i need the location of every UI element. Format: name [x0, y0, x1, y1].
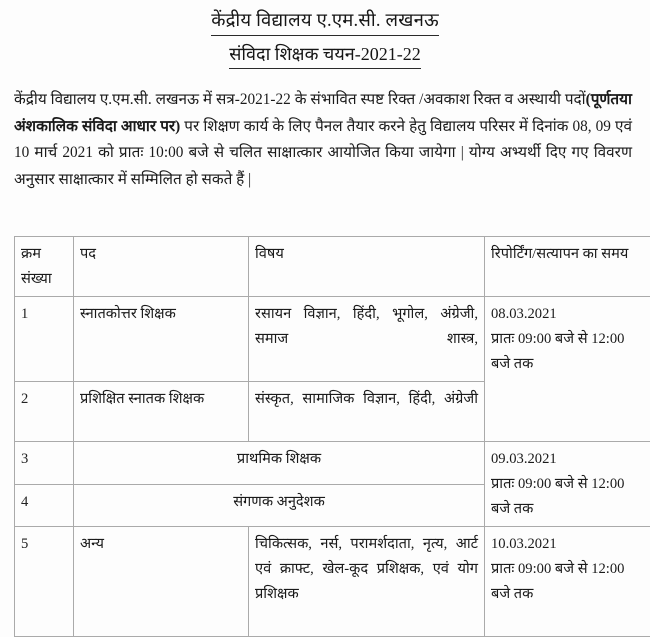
time-line-two: बजे तक [491, 582, 650, 607]
time-line-two: बजे तक [491, 497, 650, 522]
table-row [15, 527, 650, 637]
cell-sno: 5 [15, 527, 74, 637]
time-date: 08.03.2021 [491, 302, 650, 327]
cell-sno: 2 [15, 382, 74, 442]
cell-subject: संस्कृत, सामाजिक विज्ञान, हिंदी, अंग्रेजी [249, 382, 485, 442]
header-cell-post: पद [74, 237, 249, 297]
time-line-one: प्रातः 09:00 बजे से 12:00 [491, 472, 650, 497]
header-cell-subject: विषय [249, 237, 485, 297]
paragraph-bold-clause: (पूर्णतया अंशकालिक संविदा आधार पर) [14, 91, 632, 135]
table-row [15, 442, 650, 485]
cell-time-group [485, 442, 650, 527]
document-title: केंद्रीय विद्यालय ए.एम.सी. लखनऊ [211, 8, 439, 36]
table-header-row [15, 237, 650, 297]
header-cell-time: रिपोर्टिंग/सत्यापन का समय [485, 237, 650, 297]
schedule-table-wrapper [14, 236, 625, 637]
cell-sno: 4 [15, 484, 74, 527]
time-line-one: प्रातः 09:00 बजे से 12:00 [491, 327, 650, 352]
time-line-one: प्रातः 09:00 बजे से 12:00 [491, 557, 650, 582]
time-date: 09.03.2021 [491, 447, 650, 472]
document-subtitle: संविदा शिक्षक चयन-2021-22 [229, 41, 421, 69]
time-date: 10.03.2021 [491, 532, 650, 557]
cell-time-group [485, 297, 650, 442]
cell-sno: 1 [15, 297, 74, 382]
time-line-two: बजे तक [491, 352, 650, 377]
schedule-table [14, 236, 650, 637]
header-cell-sno: क्रम संख्या [15, 237, 74, 297]
cell-post: प्रशिक्षित स्नातक शिक्षक [74, 382, 249, 442]
notice-paragraph [14, 87, 632, 193]
cell-time-group [485, 527, 650, 637]
cell-merged-label: प्राथमिक शिक्षक [74, 442, 485, 485]
cell-post: अन्य [74, 527, 249, 637]
cell-subject: चिकित्सक, नर्स, परामर्शदाता, नृत्य, आर्ट एवं क्राफ्ट, खेल-कूद प्रशिक्षक, एवं योग प्रशिक्षक [249, 527, 485, 637]
cell-post: स्नातकोत्तर शिक्षक [74, 297, 249, 382]
paragraph-part-one: केंद्रीय विद्यालय ए.एम.सी. लखनऊ में सत्र-2021-22 के संभावित स्पष्ट रिक्त /अवकाश रिक्त व अस्थायी पदों [14, 91, 586, 108]
paragraph-part-three: पर शिक्षण कार्य के लिए पैनल तैयार करने हेतु विद्यालय परिसर में दिनांक 08, 09 एवं 10 मार्च 2021 को प्रातः 10:00 बजे से चलित साक्षात्कार आयोजित किया जायेगा | योग्य अभ्यर्थी दिए गए विवरण अनुसार साक्षात्कार में सम्मिलित हो सकते हैं | [14, 118, 632, 188]
cell-merged-label: संगणक अनुदेशक [74, 484, 485, 527]
title-block [0, 0, 650, 69]
table-row [15, 297, 650, 382]
cell-sno: 3 [15, 442, 74, 485]
cell-subject: रसायन विज्ञान, हिंदी, भूगोल, अंग्रेजी, समाज शास्त्र, [249, 297, 485, 382]
